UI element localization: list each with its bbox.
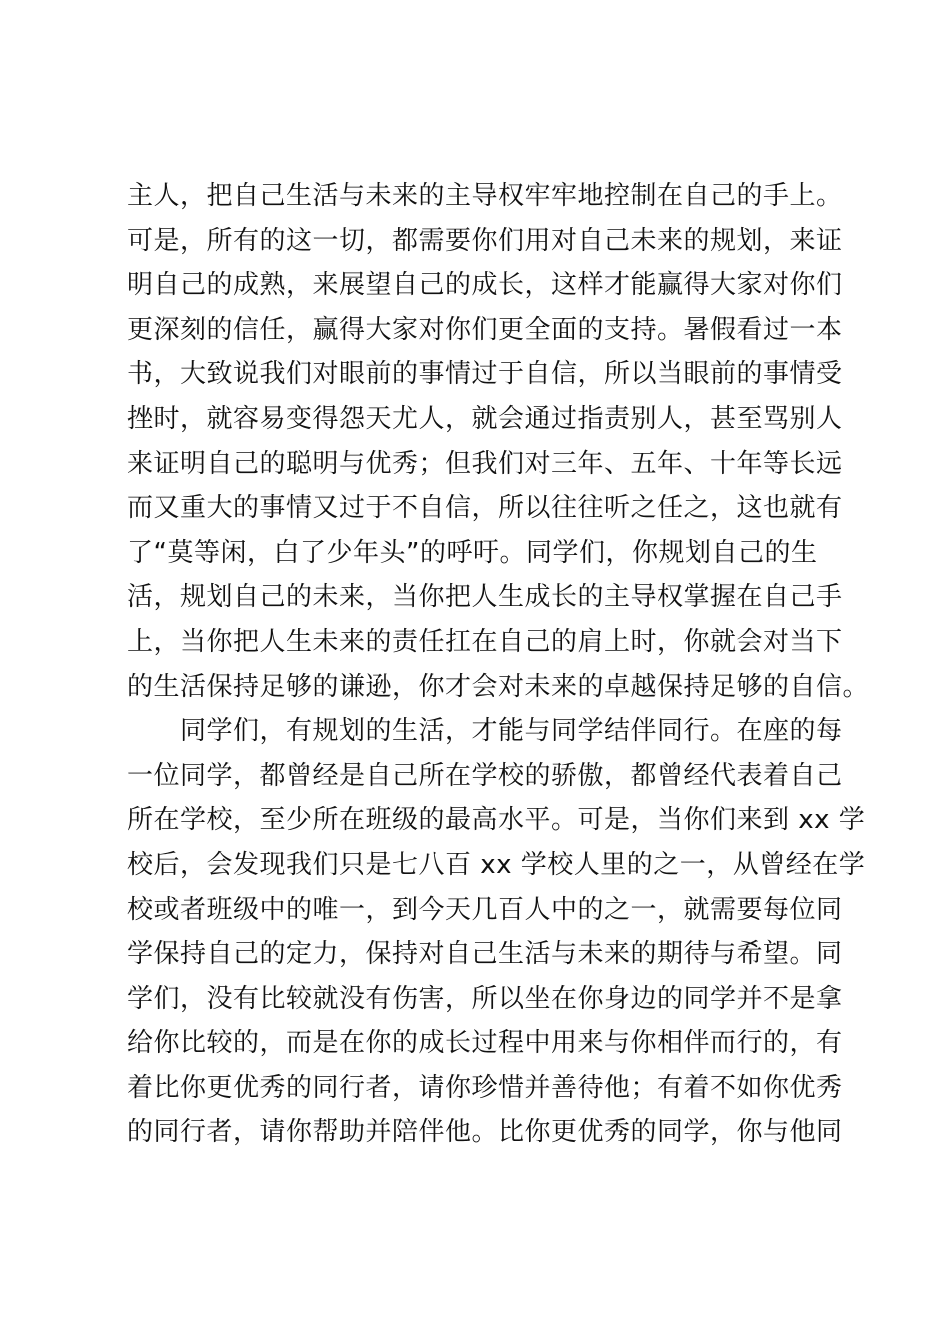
text-line: 可是，所有的这一切，都需要你们用对自己未来的规划，来证 bbox=[127, 225, 843, 256]
text-line: 学们，没有比较就没有伤害，所以坐在你身边的同学并不是拿 bbox=[127, 983, 843, 1014]
text-line: 所在学校，至少所在班级的最高水平。可是，当你们来到 xx 学 bbox=[127, 805, 866, 836]
text-line: 更深刻的信任，赢得大家对你们更全面的支持。暑假看过一本 bbox=[127, 314, 843, 345]
text-line: 来证明自己的聪明与优秀；但我们对三年、五年、十年等长远 bbox=[127, 448, 843, 479]
text-line: 着比你更优秀的同行者，请你珍惜并善待他；有着不如你优秀 bbox=[127, 1072, 843, 1103]
text-line: 校后，会发现我们只是七八百 xx 学校人里的之一，从曾经在学 bbox=[127, 849, 866, 880]
body-text bbox=[127, 174, 870, 1155]
text-line: 明自己的成熟，来展望自己的成长，这样才能赢得大家对你们 bbox=[127, 270, 843, 301]
text-line: 了“莫等闲，白了少年头”的呼吁。同学们，你规划自己的生 bbox=[127, 537, 818, 568]
text-line: 的同行者，请你帮助并陪伴他。比你更优秀的同学，你与他同 bbox=[127, 1117, 843, 1148]
text-line: 学保持自己的定力，保持对自己生活与未来的期待与希望。同 bbox=[127, 939, 843, 970]
text-line: 上，当你把人生未来的责任扛在自己的肩上时，你就会对当下 bbox=[127, 626, 843, 657]
text-line: 挫时，就容易变得怨天尤人，就会通过指责别人，甚至骂别人 bbox=[127, 403, 843, 434]
text-line: 而又重大的事情又过于不自信，所以往往听之任之，这也就有 bbox=[127, 493, 843, 524]
text-line: 的生活保持足够的谦逊，你才会对未来的卓越保持足够的自信。 bbox=[127, 671, 870, 702]
text-line: 书，大致说我们对眼前的事情过于自信，所以当眼前的事情受 bbox=[127, 359, 843, 390]
text-line: 给你比较的，而是在你的成长过程中用来与你相伴而行的，有 bbox=[127, 1028, 843, 1059]
paragraph-start-line: 同学们，有规划的生活，才能与同学结伴同行。在座的每 bbox=[127, 716, 843, 747]
text-line: 一位同学，都曾经是自己所在学校的骄傲，都曾经代表着自己 bbox=[127, 760, 843, 791]
text-line: 主人，把自己生活与未来的主导权牢牢地控制在自己的手上。 bbox=[127, 181, 843, 211]
text-line: 校或者班级中的唯一，到今天几百人中的之一，就需要每位同 bbox=[127, 894, 843, 925]
text-line: 活，规划自己的未来，当你把人生成长的主导权掌握在自己手 bbox=[127, 582, 843, 613]
